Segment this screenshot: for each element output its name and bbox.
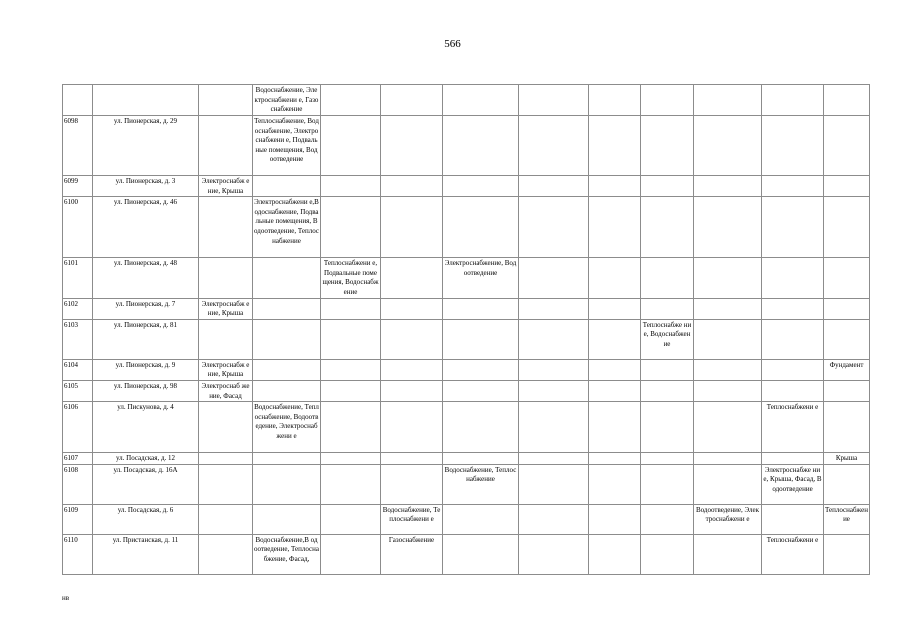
work-type-cell — [253, 464, 321, 504]
work-type-cell — [694, 197, 762, 258]
work-type-cell — [443, 453, 519, 465]
work-type-cell: Водоснабжение, Теплоснабжение — [443, 464, 519, 504]
work-type-cell — [519, 359, 589, 380]
table-row — [63, 359, 870, 380]
work-type-cell: Электроснабж ение, Крыша — [199, 298, 253, 319]
work-type-cell — [762, 359, 824, 380]
work-type-cell — [589, 402, 641, 453]
work-type-cell — [641, 464, 694, 504]
address-cell: ул. Пристанская, д. 11 — [93, 534, 199, 574]
work-type-cell — [321, 319, 381, 359]
work-type-cell — [762, 319, 824, 359]
work-type-cell — [381, 359, 443, 380]
table-row — [63, 197, 870, 258]
row-number-cell: 6103 — [63, 319, 93, 359]
work-type-cell — [321, 402, 381, 453]
work-type-cell: Электроснабж ение, Крыша — [199, 176, 253, 197]
work-type-cell — [519, 453, 589, 465]
work-type-cell — [824, 319, 870, 359]
work-type-cell — [589, 464, 641, 504]
work-type-cell — [589, 197, 641, 258]
address-cell: ул. Пионерская, д. 81 — [93, 319, 199, 359]
work-type-cell: Теплоснабжени е — [762, 402, 824, 453]
work-type-cell: Теплоснабже ние, Водоснабжен ие — [641, 319, 694, 359]
work-type-cell — [519, 176, 589, 197]
work-type-cell — [694, 258, 762, 298]
work-type-cell: Водоотведение, Электроснабжени е — [694, 504, 762, 534]
work-type-cell — [824, 534, 870, 574]
work-type-cell — [824, 380, 870, 401]
work-type-cell — [381, 298, 443, 319]
work-type-cell — [641, 504, 694, 534]
work-type-cell — [253, 359, 321, 380]
work-type-cell — [381, 116, 443, 176]
work-type-cell — [589, 85, 641, 116]
work-type-cell — [381, 380, 443, 401]
work-type-cell — [321, 453, 381, 465]
work-type-cell — [694, 453, 762, 465]
row-number-cell: 6100 — [63, 197, 93, 258]
work-type-cell — [321, 359, 381, 380]
work-type-cell — [443, 359, 519, 380]
work-type-cell — [694, 116, 762, 176]
address-cell: ул. Пионерская, д. 98 — [93, 380, 199, 401]
work-type-cell — [321, 534, 381, 574]
work-type-cell: Водоснабжение,В одоотведение, Теплоснабжение, Фасад, — [253, 534, 321, 574]
table-row — [63, 402, 870, 453]
work-type-cell: Электроснабжени е,Водоснабжение, Подвальные помещения, Водоотведение, Теплоснабжение — [253, 197, 321, 258]
work-type-cell — [641, 402, 694, 453]
work-type-cell — [381, 258, 443, 298]
work-type-cell — [253, 453, 321, 465]
work-type-cell — [443, 176, 519, 197]
work-type-cell — [199, 402, 253, 453]
work-type-cell — [589, 298, 641, 319]
work-type-cell — [694, 176, 762, 197]
work-type-cell: Теплоснабжени е, Подвальные помещения, Водоснабжение — [321, 258, 381, 298]
work-type-cell — [443, 116, 519, 176]
row-number-cell: 6107 — [63, 453, 93, 465]
work-type-cell — [381, 176, 443, 197]
row-number-cell: 6110 — [63, 534, 93, 574]
address-cell — [93, 85, 199, 116]
work-type-cell — [694, 464, 762, 504]
work-type-cell — [641, 176, 694, 197]
work-type-cell — [589, 504, 641, 534]
work-type-cell: Электроснабж ение, Крыша — [199, 359, 253, 380]
work-type-cell — [641, 85, 694, 116]
work-type-cell — [443, 380, 519, 401]
table-row — [63, 380, 870, 401]
work-type-cell — [519, 402, 589, 453]
work-type-cell — [824, 258, 870, 298]
work-type-cell — [253, 380, 321, 401]
work-type-cell — [443, 534, 519, 574]
work-type-cell — [589, 116, 641, 176]
work-type-cell — [321, 380, 381, 401]
work-type-cell — [381, 453, 443, 465]
work-type-cell — [694, 319, 762, 359]
work-type-cell — [381, 402, 443, 453]
work-type-cell — [641, 534, 694, 574]
work-type-cell — [824, 402, 870, 453]
work-type-cell — [519, 197, 589, 258]
work-type-cell: Газоснабжение — [381, 534, 443, 574]
work-type-cell — [824, 116, 870, 176]
work-type-cell: Теплоснабжение — [824, 504, 870, 534]
row-number-cell — [63, 85, 93, 116]
work-type-cell — [589, 359, 641, 380]
work-type-cell — [519, 319, 589, 359]
work-type-cell — [824, 298, 870, 319]
table-row — [63, 85, 870, 116]
work-type-cell — [641, 359, 694, 380]
address-cell: ул. Пионерская, д. 7 — [93, 298, 199, 319]
work-type-cell — [321, 298, 381, 319]
repair-schedule-table — [62, 84, 870, 575]
work-type-cell: Водоснабжение, Теплоснабжени е — [381, 504, 443, 534]
work-type-cell — [641, 116, 694, 176]
work-type-cell — [381, 319, 443, 359]
work-type-cell — [321, 176, 381, 197]
work-type-cell — [253, 319, 321, 359]
work-type-cell — [519, 504, 589, 534]
work-type-cell — [199, 453, 253, 465]
work-type-cell — [694, 534, 762, 574]
work-type-cell — [519, 258, 589, 298]
table-row — [63, 116, 870, 176]
work-type-cell: Крыша — [824, 453, 870, 465]
table-row — [63, 176, 870, 197]
work-type-cell — [253, 298, 321, 319]
work-type-cell — [694, 359, 762, 380]
work-type-cell — [253, 504, 321, 534]
address-cell: ул. Пионерская, д. 9 — [93, 359, 199, 380]
work-type-cell — [641, 380, 694, 401]
row-number-cell: 6102 — [63, 298, 93, 319]
work-type-cell: Теплоснабжени е — [762, 534, 824, 574]
row-number-cell: 6105 — [63, 380, 93, 401]
row-number-cell: 6108 — [63, 464, 93, 504]
address-cell: ул. Пионерская, д. 48 — [93, 258, 199, 298]
work-type-cell — [443, 402, 519, 453]
work-type-cell — [762, 504, 824, 534]
work-type-cell: Электроснаб жение, Фасад — [199, 380, 253, 401]
work-type-cell — [641, 298, 694, 319]
work-type-cell — [321, 197, 381, 258]
work-type-cell — [824, 464, 870, 504]
work-type-cell — [589, 319, 641, 359]
work-type-cell — [519, 534, 589, 574]
work-type-cell — [762, 176, 824, 197]
work-type-cell: Электроснабже ние, Крыша, Фасад, Водоотведение — [762, 464, 824, 504]
work-type-cell — [824, 197, 870, 258]
work-type-cell — [381, 85, 443, 116]
address-cell: ул. Пионерская, д. 29 — [93, 116, 199, 176]
work-type-cell — [199, 85, 253, 116]
work-type-cell — [824, 176, 870, 197]
address-cell: ул. Пионерская, д. 3 — [93, 176, 199, 197]
work-type-cell — [641, 197, 694, 258]
work-type-cell — [253, 176, 321, 197]
work-type-cell — [321, 504, 381, 534]
work-type-cell — [381, 197, 443, 258]
row-number-cell: 6106 — [63, 402, 93, 453]
footer-mark: нв — [62, 594, 70, 602]
row-number-cell: 6099 — [63, 176, 93, 197]
work-type-cell: Теплоснабжение, Водоснабжение, Электроснабжени е, Подвальные помещения, Водоотведение — [253, 116, 321, 176]
work-type-cell — [762, 258, 824, 298]
work-type-cell: Водоснабжение, Электроснабжени е, Газоснабжение — [253, 85, 321, 116]
address-cell: ул. Посадская, д. 16А — [93, 464, 199, 504]
work-type-cell — [589, 258, 641, 298]
work-type-cell — [762, 116, 824, 176]
table-row — [63, 298, 870, 319]
work-type-cell — [519, 85, 589, 116]
work-type-cell — [589, 534, 641, 574]
work-type-cell — [443, 197, 519, 258]
work-type-cell — [762, 85, 824, 116]
work-type-cell — [199, 258, 253, 298]
table-row — [63, 504, 870, 534]
work-type-cell — [199, 319, 253, 359]
row-number-cell: 6098 — [63, 116, 93, 176]
work-type-cell — [443, 504, 519, 534]
work-type-cell — [253, 258, 321, 298]
work-type-cell — [443, 298, 519, 319]
work-type-cell — [519, 298, 589, 319]
work-type-cell — [199, 534, 253, 574]
work-type-cell — [641, 453, 694, 465]
work-type-cell — [589, 380, 641, 401]
table-row — [63, 534, 870, 574]
work-type-cell — [321, 85, 381, 116]
work-type-cell — [443, 319, 519, 359]
work-type-cell — [762, 453, 824, 465]
work-type-cell — [694, 380, 762, 401]
table-row — [63, 319, 870, 359]
table-row — [63, 453, 870, 465]
work-type-cell: Электроснабжение, Водоотведение — [443, 258, 519, 298]
row-number-cell: 6101 — [63, 258, 93, 298]
row-number-cell: 6109 — [63, 504, 93, 534]
work-type-cell — [199, 464, 253, 504]
work-type-cell — [519, 380, 589, 401]
work-type-cell — [519, 116, 589, 176]
work-type-cell — [641, 258, 694, 298]
work-type-cell — [519, 464, 589, 504]
work-type-cell — [199, 197, 253, 258]
work-type-cell — [762, 298, 824, 319]
address-cell: ул. Посадская, д. 12 — [93, 453, 199, 465]
work-type-cell — [589, 176, 641, 197]
work-type-cell — [589, 453, 641, 465]
work-type-cell — [321, 116, 381, 176]
work-type-cell — [199, 116, 253, 176]
work-type-cell — [199, 504, 253, 534]
work-type-cell — [762, 380, 824, 401]
work-type-cell: Водоснабжение, Теплоснабжение, Водоотведение, Электроснабжени е — [253, 402, 321, 453]
work-type-cell — [762, 197, 824, 258]
address-cell: ул. Посадская, д. 6 — [93, 504, 199, 534]
address-cell: ул. Пионерская, д. 46 — [93, 197, 199, 258]
page-number: 566 — [444, 38, 461, 50]
address-cell: ул. Пискунова, д. 4 — [93, 402, 199, 453]
work-type-cell — [824, 85, 870, 116]
work-type-cell: Фундамент — [824, 359, 870, 380]
work-type-cell — [694, 402, 762, 453]
work-type-cell — [321, 464, 381, 504]
work-type-cell — [381, 464, 443, 504]
table-row — [63, 464, 870, 504]
work-type-cell — [694, 85, 762, 116]
work-type-cell — [694, 298, 762, 319]
table-row — [63, 258, 870, 298]
row-number-cell: 6104 — [63, 359, 93, 380]
work-type-cell — [443, 85, 519, 116]
